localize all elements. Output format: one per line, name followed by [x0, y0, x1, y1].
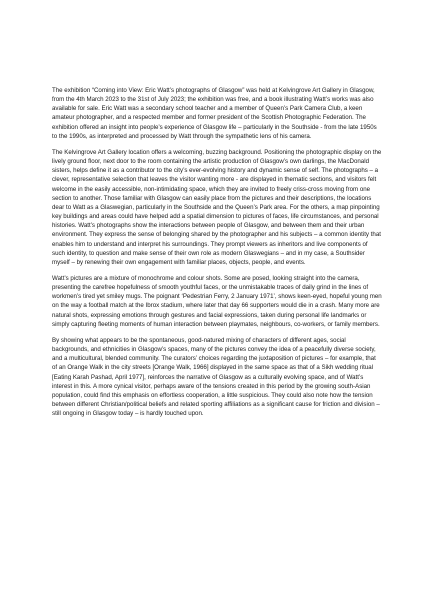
paragraph-exhibition-intro: The exhibition “Coming into View: Eric Watt’s photographs of Glasgow” was held at Kelvingrove Art Gallery in Glasgow, from the 4th March 2023 to the 31st of July 2023; the exhibition was free, and a book illustrating Watt’s works was also available for sale. Eric Watt was a secondary school teacher and a member of Queen’s Park Camera Club, a keen amateur photographer, and a respected member and former president of the Scottish Photographic Federation. The exhibition offered an insight into people’s experience of Glasgow life – particularly in the Southside - from the late 1950s to the 1990s, as interpreted and processed by Watt through the sympathetic lens of his camera. — [52, 87, 377, 140]
paragraph-gallery-location: The Kelvingrove Art Gallery location offers a welcoming, buzzing background. Positioning the photographic display on the lively ground floor, next door to the room containing the artistic production of Glasgow’s own darlings, the MacDonald sisters, helps define it as a contributor to the city’s ever-evolving history and dynamic sense of self. The photographs – a clever, representative selection that leaves the visitor wanting more - are displayed in thematic sections, and visitors felt welcome in the easily accessible, non-intimidating space, which they are invited to freely criss-cross moving from one section to another. Those familiar with Glasgow can easily place from the pictures and their descriptions, the locations dear to Watt as a Glaswegian, particularly in the Southside and the Queen’s Park area. For the others, a map pinpointing key buildings and areas could have helped add a spatial dimension to pictures of faces, life circumstances, and personal histories. Watt’s photographs show the interactions between people of Glasgow, and between them and their urban environment. They express the sense of belonging shared by the photographer and his subjects – a common identity that enables him to understand and interpret his surroundings. They prompt viewers as inheritors and live components of such identity, to question and make sense of their own role as modern Glaswegians – and in my case, a Southsider myself – by renewing their own engagement with familiar places, objects, people, and events. — [52, 148, 382, 266]
paragraph-diverse-society: By showing what appears to be the spontaneous, good-natured mixing of characters of different ages, social backgrounds, and ethnicities in Glasgow’s spaces, many of the pictures convey the idea of a peacefully diverse society, and a multicultural, blended community. The curators’ choices regarding the juxtaposition of pictures – for example, that of an Orange Walk in the city streets [Orange Walk, 1966] displayed in the same space as that of a Sikh wedding ritual [Eating Karah Pashad, April 1977], reinforces the narrative of Glasgow as a culturally evolving space, and of Watt’s interest in this. A more cynical visitor, perhaps aware of the tensions created in this period by the growing south-Asian population, could find this emphasis on effortless cooperation, a little suspicious. They could also note how the tension between different Christian/political beliefs and related sporting affiliations as a significant cause for friction and division – still ongoing in Glasgow today – is hardly touched upon. — [52, 336, 380, 418]
document-body — [52, 86, 382, 425]
paragraph-picture-styles: Watt’s pictures are a mixture of monochrome and colour shots. Some are posed, looking straight into the camera, presenting the carefree hopefulness of smooth youthful faces, or the unmistakable traces of daily grind in the lines of workmen’s tired yet smiley mugs. The poignant ‘Pedestrian Ferry, 2 January 1971’, shows keen-eyed, hopeful young men on the way a football match at the Ibrox stadium, where later that day 66 supporters would die in a crash. Many more are natural shots, expressing emotions through gestures and facial expressions, taken during personal life landmarks or simply capturing fleeting moments of human interaction between playmates, neighbours, co-workers, or family members. — [52, 274, 382, 328]
